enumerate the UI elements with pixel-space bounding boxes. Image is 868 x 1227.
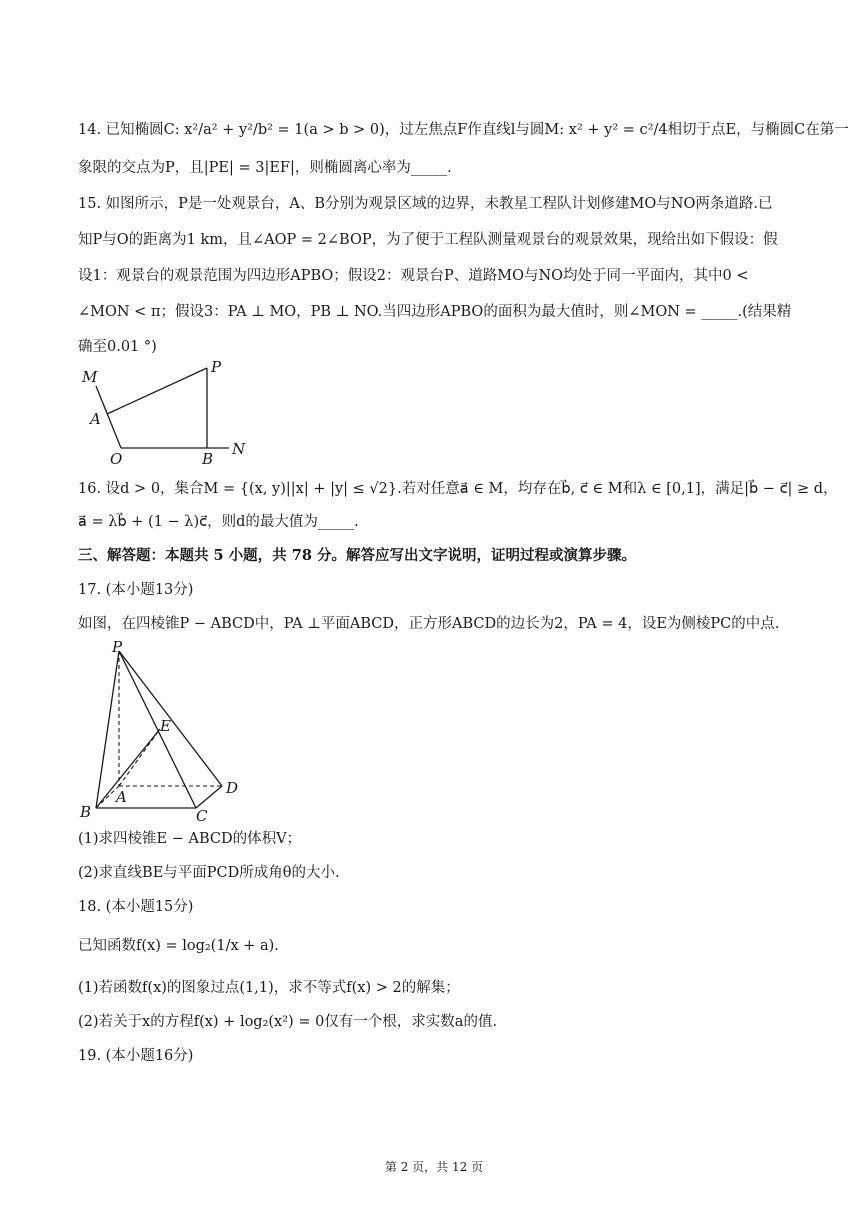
q16-line-2: a⃗ = λb⃗ + (1 − λ)c⃗，则d的最大值为_____. [78,514,359,530]
figure-quadrilateral-apbo [74,356,264,468]
q14-line-2: 象限的交点为P，且|PE| = 3|EF|，则椭圆离心率为_____. [78,160,452,176]
section-three-heading: 三、解答题：本题共 5 小题，共 78 分。解答应写出文字说明，证明过程或演算步骤。 [78,547,636,564]
label-O: O [110,450,123,468]
q15-line-3: 设1：观景台的观景范围为四边形APBO；假设2：观景台P、道路MO与NO均处于同一平面内，其中0 < [78,268,749,284]
label-D: D [226,779,239,797]
q18-part-2: (2)若关于x的方程f(x) + log₂(x²) = 0仅有一个根，求实数a的值. [78,1014,498,1030]
q17-statement: 如图，在四棱锥P − ABCD中，PA ⊥平面ABCD，正方形ABCD的边长为2，PA = 4，设E为侧棱PC的中点. [78,616,780,632]
q18-title: 18. (本小题15分) [78,899,194,915]
q14-line-1: 14. 已知椭圆C: x²/a² + y²/b² = 1(a > b > 0)，过左焦点F作直线l与圆M: x² + y² = c²/4相切于点E，与椭圆C在第一 [78,122,849,138]
q17-title: 17. (本小题13分) [78,582,194,598]
label-A: A [90,410,101,428]
label-P: P [112,638,123,656]
q15-line-2: 知P与O的距离为1 km，且∠AOP = 2∠BOP，为了便于工程队测量观景台的观景效果，现给出如下假设：假 [78,232,778,248]
q15-line-4: ∠MON < π；假设3：PA ⊥ MO，PB ⊥ NO.当四边形APBO的面积为最大值时，则∠MON = _____.(结果精 [78,304,792,320]
label-E: E [160,717,171,735]
q15-line-5: 确至0.01 °) [78,339,157,355]
label-N: N [232,440,246,458]
label-M: M [82,368,98,386]
label-B: B [202,450,214,468]
q19-title: 19. (本小题16分) [78,1048,194,1064]
q16-line-1: 16. 设d > 0，集合M = {(x, y)||x| + |y| ≤ √2}.若对任意a⃗ ∈ M，均存在b⃗, c⃗ ∈ M和λ ∈ [0,1]，满足|b⃗ − c⃗| ≥ d， [78,481,838,497]
page-footer: 第 2 页，共 12 页 [384,1160,484,1174]
q18-statement: 已知函数f(x) = log₂(1/x + a). [78,938,279,954]
label-A: A [116,788,127,806]
figure-pyramid-p-abcd [74,636,254,826]
q18-part-1: (1)若函数f(x)的图象过点(1,1)，求不等式f(x) > 2的解集； [78,980,460,996]
q17-part-2: (2)求直线BE与平面PCD所成角θ的大小. [78,865,340,881]
label-B: B [80,803,92,821]
q17-part-1: (1)求四棱锥E − ABCD的体积V； [78,831,302,847]
q15-line-1: 15. 如图所示，P是一处观景台，A、B分别为观景区域的边界，未教星工程队计划修建MO与NO两条道路.已 [78,196,773,212]
label-C: C [196,807,208,825]
label-P: P [211,358,222,376]
